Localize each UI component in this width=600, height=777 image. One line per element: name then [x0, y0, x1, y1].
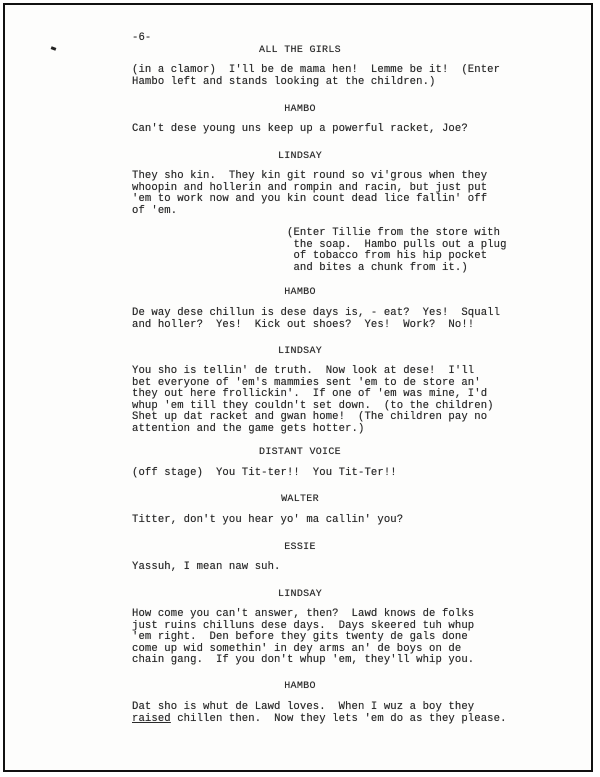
dialogue-line: 'em to work now and you kin count dead lice fallin' off	[132, 193, 488, 205]
stage-line: of tobacco from his hip pocket	[287, 250, 488, 262]
dialogue-line	[132, 714, 507, 726]
dialogue-line: (in a clamor) I'll be de mama hen! Lemme be it! (Enter	[132, 64, 501, 76]
dialogue-hambo	[132, 308, 500, 331]
dialogue-line: just ruins chilluns dese days. Days skeered tuh whup	[132, 619, 475, 632]
dialogue-line: They sho kin. They kin git round so vi'grous when they	[132, 170, 488, 182]
dialogue-line: You sho is tellin' de truth. Now look at dese! I'll	[132, 365, 475, 377]
dialogue-line: Shet up dat racket and gwan home! (The children pay no	[132, 411, 488, 423]
dialogue-line: and holler? Yes! Kick out shoes? Yes! Work? No!!	[132, 318, 475, 331]
dialogue-line-rest: chillen then. Now they lets 'em do as they please.	[170, 712, 507, 725]
dialogue-line: Titter, don't you hear yo' ma callin' you?	[132, 514, 404, 526]
stage-line: the soap. Hambo pulls out a plug	[287, 238, 507, 251]
dialogue-line: come up wid somethin' in dey arms an' de boys on de	[132, 642, 462, 655]
page-number: -6-	[132, 32, 152, 44]
dialogue-lindsay	[132, 609, 474, 667]
dialogue-hambo	[132, 124, 468, 136]
dialogue-lindsay	[132, 366, 494, 435]
dialogue-lindsay	[132, 171, 487, 217]
dialogue-distant-voice	[132, 468, 397, 480]
dialogue-essie	[132, 562, 281, 574]
dialogue-line: 'em right. Den before they gits twenty de gals done	[132, 631, 468, 643]
speaker-all-the-girls: ALL THE GIRLS	[259, 45, 341, 56]
dialogue-all-the-girls	[132, 65, 500, 88]
stage-line: and bites a chunk from it.)	[287, 261, 468, 274]
dialogue-line: How come you can't answer, then? Lawd knows de folks	[132, 608, 475, 620]
script-page	[3, 3, 593, 772]
dialogue-walter	[132, 515, 403, 527]
underlined-word: raised	[132, 712, 171, 725]
stage-direction	[287, 228, 507, 274]
stage-line: (Enter Tillie from the store with	[287, 227, 501, 239]
dialogue-line: chain gang. If you don't whup 'em, they'll whip you.	[132, 654, 475, 666]
dialogue-line: they out here frollickin'. If one of 'em was mine, I'd	[132, 388, 488, 400]
speaker-essie: ESSIE	[284, 542, 316, 553]
dialogue-line: whup 'em till they couldn't set down. (to the children)	[132, 399, 494, 412]
speaker-hambo: HAMBO	[284, 681, 316, 692]
dialogue-line: (off stage) You Tit-ter!! You Tit-Ter!!	[132, 467, 397, 479]
dialogue-line: attention and the game gets hotter.)	[132, 422, 365, 435]
speaker-lindsay: LINDSAY	[277, 589, 323, 600]
dialogue-hambo	[132, 702, 507, 725]
dialogue-line: bet everyone of 'em's mammies sent 'em to de store an'	[132, 376, 481, 389]
dialogue-line: Yassuh, I mean naw suh.	[132, 561, 281, 573]
dialogue-line: of 'em.	[132, 204, 178, 217]
speaker-walter: WALTER	[281, 494, 319, 505]
dialogue-line: Hambo left and stands looking at the children.)	[132, 75, 436, 88]
dialogue-line: whoopin and hollerin and rompin and racin, but just put	[132, 181, 488, 194]
speaker-hambo: HAMBO	[284, 287, 316, 298]
dialogue-line: Can't dese young uns keep up a powerful racket, Joe?	[132, 123, 468, 135]
speaker-lindsay: LINDSAY	[277, 346, 323, 357]
speaker-lindsay: LINDSAY	[277, 151, 323, 162]
speaker-hambo: HAMBO	[284, 104, 316, 115]
speaker-distant-voice: DISTANT VOICE	[259, 447, 341, 458]
dialogue-line: De way dese chillun is dese days is, - eat? Yes! Squall	[132, 307, 501, 319]
dialogue-line: Dat sho is whut de Lawd loves. When I wuz a boy they	[132, 701, 475, 713]
